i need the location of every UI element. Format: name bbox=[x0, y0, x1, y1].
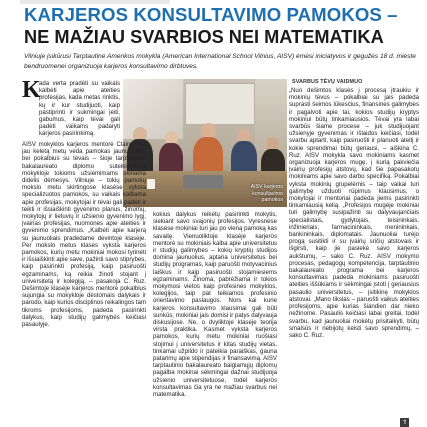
column-1-body-text: AISV mokyklos karjeros mentorė Claire Ruz jau keletą metų veda pamokas jaunuoliams bei pokalbius su tėvais – šioje tarptautinio bakalaureato diplomo suteikiančioje mokykloje tokioms užsiėmimams skiriama didelis dėmesys. Vilniuje – tokių pamokų mokslo metu skirtingose klasėse vyksta specializuotos pamokos, su vaikais kalbama apie profesijas, mokytojai ir tėvai gali padėti ir teikti ir išsiaiškinti gyvenimo planus, žinomų, mokytojų ir lietuvių ir užsienio gyvenimo lygį, įvairias profesijas, nuomones apie ateities ir gyvenimo sprendimus. „Kalbėti apie karjerą su jaunuoliais pradedame devintoje klasėje. Per mokslo metus klasės vyksta karjeros pamokos, kurių metu mokiniai mokosi tyrinėti ir išsiaiškinti apie save, pažinti savo stiprybes, kaip pasirinkti profesiją, kaip pasiruošti egzaminams, ką reikia žinoti stojant į universitetą ir kolegiją, – pasakoja C. Ruz. Dešimtoje klasėje karjeros mentorė pokalbius sujungia su mokykloje dėstomais dalykais ir parodo, kaip kurios disciplinos reikalingos tam tikroms profesijoms, padeda pasirinkti dalykus, kaip studijų galimybės keičiasi pasaulyje. bbox=[22, 141, 146, 329]
headline-line-2: NE MAŽIAU SVARBIOS NEI MATEMATIKA bbox=[24, 27, 384, 47]
column-2-body bbox=[153, 211, 277, 427]
drop-cap: K bbox=[22, 77, 41, 103]
column-1-body bbox=[22, 141, 146, 427]
photo-window bbox=[123, 79, 183, 139]
photo-cup bbox=[147, 179, 155, 189]
column-1-top-text: ada verta pradėti su vaikais kalbėti apie ateities profesijas, kada metas rinktis, kų ir kur studijuoti, kaip pastiprinti ir sukmingai įeiti, gabumus, kaip tėvai gali padėti vaikams padaryti karjeros pasirinkimą. bbox=[39, 80, 120, 138]
column-3-body-text: „Nuo dešimtos klasės į procesą įtraukiu ir mokinių tėvus – pokalbiai su jais padeda suprasti šeimos lūkesčius, finansines galimybes ir pagalvoti apie tai, kokios studijų kryptys mokiniui būtų tinkamiausios. Tėvai yra labai svarbūs šiame procese – juk studijuojant užsienyje gyvenimas ir išlaidos keičiasi, todėl svarbu aptarti, kaip pasiruošti ir planuoti ateitį ir kokie sprendimai būtų geriausi, – aiškina C. Ruz. AISV mokykla savo mokiniams kasmet organizuoja karjeros mugę, į kurią pakviečia įvairių profesijų atstovų, kad šie papasakotų mokiniams apie savo darbo specifiką. Pokalbiai vyksta mokinių grupelėmis – taip vaikai turi galimybę užduoti rūpimus klausimus, o mokytojai ir mentoriai padeda jiems pasirinkti tinkamiausią kelią. „Profesijos mugėje mokiniai turi galimybę susipažinti su dalyvaujančiais specialistais, gydytojais, teisininkais, inžinieriais, farmacininkais, menininkais, bankininkais, diplomatais. Jaunuoliai turėjo progą susitikti ir su įvairių sričių atstovais ir išgirsti, kaip jie pasiekė savo karjeros aukštumų, – sako C. Ruz. AISV mokymo procesas, pedagogų kompetencija, tarptautinio bakalaureato programa bei karjeros konsultavimas padeda mokiniams pasiruošti ateities iššūkiams ir sėkmingai įstoti į geriausius pasaulio universitetus, – įsitikinę mokyklos atstovai. „Mano tikslas – paruošti vaikus ateities profesijoms, apie kurias šiandien dar nieko nežinome. Pasaulis keičiasi labai greitai, todėl svarbu, kad jaunuoliai mokėtų prisitaikyti, būtų smalsūs ir nebijotų keisti savo sprendimų, – sako C. Ruz. bbox=[289, 87, 419, 339]
headline-line-1: KARJEROS KONSULTAVIMO PAMOKOS – bbox=[24, 4, 398, 25]
section-subheading: SVARBUS TĖVŲ VAIDMUO bbox=[292, 79, 363, 85]
photo-caption: AISV karjeros konsultavimo pamokos bbox=[250, 184, 283, 204]
column-3-body bbox=[289, 87, 419, 427]
scroll-to-top-icon[interactable]: ⇑ bbox=[401, 419, 408, 426]
column-1-top bbox=[22, 77, 120, 140]
article-lead: Vilniuje įsikūrusi Tarptautinė Amerikos mokykla (American International School Vilnius, AISV) ėmėsi iniciatyvos ir gegužės 18 d. mieste bendruomenei organizuoja karjeros konsultavimo dirbtuves. bbox=[24, 53, 416, 70]
column-2-body-text: kokius dalykus reikėtų pasirinkti mokytis, siekiant savo svajonių profesijos. Vyresnėse klasėse mokiniai turi jau po vieną pamoką kas savaitę. Vienuoliktoje klasėje karjeros mentorė su mokiniais kalba apie universitetus ir studijų galimybes – kokių kryptių studijos domina jaunuolius, aptaria universitetus bei studijų programas, kaip paruošti motyvacinius laiškus ir kaip pasiruošti stojamiesiems egzaminams. Žinoma, pabrėžiama ir tokios mokymosi vietos kaip profesinės mokyklos, kolegijos, taip pat teikiamos profesinio orientavimo paslaugos. Nors kai kurie karjeros konsultavimo klausimai gali būti sunkūs, mokiniai jais domisi ir patys dalyvauja diskusijose. Ne, o dvyliktoje klasėje teorija virsta praktika. Kasmet vyksta karjeros pamokos, kurių metu mokiniai ruošiasi stojimui į universitetus ir kitas studijų vietas, tinkamai užpildo ir pateikia paraiškas, gauna patarimų apie stipendijas ir finansavimą. AISV tarptautinio bakalaureato baigiamųjų diplomų pagalba mokinai sėkmingai dažnai studijuoja užsienio universitetuose, todėl karjeros konsultavimas čia yra ne mažiau svarbus nei matematika. bbox=[153, 211, 277, 399]
classroom-photo bbox=[123, 79, 287, 207]
photo-laptop bbox=[183, 175, 223, 189]
photo-whiteboard bbox=[185, 83, 255, 125]
